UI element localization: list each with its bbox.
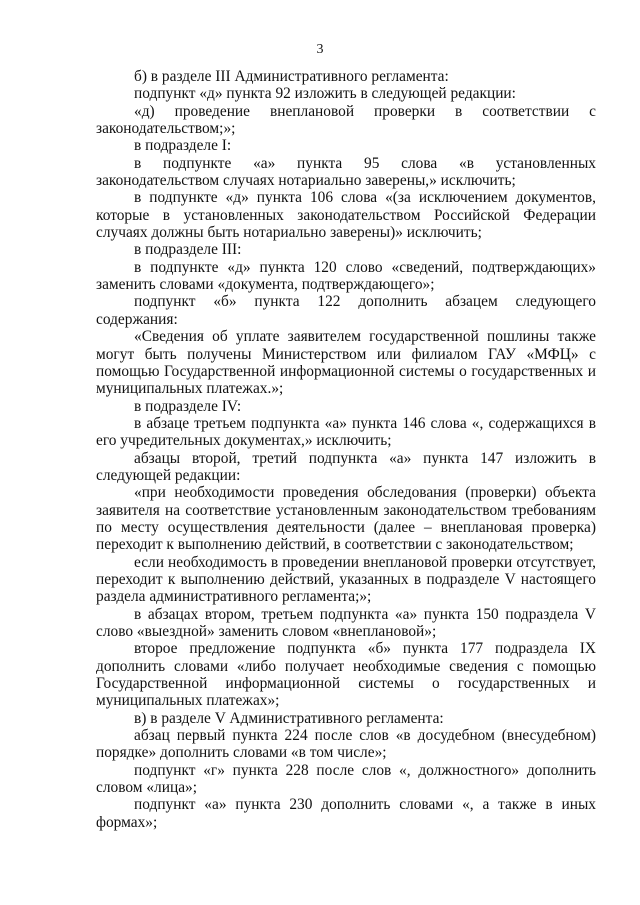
- paragraph: в) в разделе V Административного регламента:: [134, 709, 444, 727]
- paragraph: в подразделе I:: [134, 137, 232, 155]
- page-number: 3: [316, 42, 324, 57]
- paragraph: подпункт «г» пункта 228 после слов «, должностного» дополнить словом «лица»;: [96, 761, 596, 797]
- paragraph: в подпункте «д» пункта 120 слово «сведений, подтверждающих» заменить словами «документа, подтверждающего»;: [96, 258, 596, 294]
- paragraph: в подпункте «д» пункта 106 слова «(за исключением документов, которые в установленных законодательством Российской Федерации случаях должны быть нотариально заверены)» исключить;: [96, 189, 596, 242]
- paragraph: «Сведения об уплате заявителем государственной пошлины также могут быть получены Министерством или филиалом ГАУ «МФЦ» с помощью Государственной информационной системы о государственных и муниципальных платежах.»;: [96, 328, 596, 398]
- paragraph: в подразделе III:: [134, 241, 242, 259]
- document-body: [96, 68, 596, 831]
- paragraph: абзацы второй, третий подпункта «а» пункта 147 изложить в следующей редакции:: [96, 449, 596, 484]
- paragraph: в подразделе IV:: [134, 397, 242, 415]
- paragraph: второе предложение подпункта «б» пункта 177 подраздела IX дополнить словами «либо получает необходимые сведения с помощью Государственной информационной системы о государственных и муниципальных платежах»;: [96, 640, 596, 710]
- paragraph: в абзаце третьем подпункта «а» пункта 146 слова «, содержащихся в его учредительных документах,» исключить;: [96, 414, 596, 450]
- paragraph: если необходимость в проведении внеплановой проверки отсутствует, переходит к выполнению действий, указанных в подразделе V настоящего раздела административного регламента;»;: [96, 553, 596, 606]
- paragraph: подпункт «д» пункта 92 изложить в следующей редакции:: [134, 85, 516, 103]
- paragraph: подпункт «б» пункта 122 дополнить абзацем следующего содержания:: [96, 293, 596, 328]
- paragraph: б) в разделе III Административного регламента:: [134, 68, 449, 85]
- paragraph: «д) проведение внеплановой проверки в соответствии с законодательством;»;: [96, 102, 596, 138]
- paragraph: в подпункте «а» пункта 95 слова «в установленных законодательством случаях нотариально заверены,» исключить;: [96, 154, 596, 190]
- paragraph: подпункт «а» пункта 230 дополнить словами «, а также в иных формах»;: [96, 796, 596, 831]
- paragraph: абзац первый пункта 224 после слов «в досудебном (внесудебном) порядке» дополнить словами «в том числе»;: [96, 727, 596, 762]
- paragraph: в абзацах втором, третьем подпункта «а» пункта 150 подраздела V слово «выездной» заменить словом «внеплановой»;: [96, 605, 596, 640]
- paragraph: «при необходимости проведения обследования (проверки) объекта заявителя на соответствие установленным законодательством требованиям по месту осуществления деятельности (далее – внеплановая проверка) переходит к выполнению действий, в соответствии с законодательством;: [96, 484, 596, 554]
